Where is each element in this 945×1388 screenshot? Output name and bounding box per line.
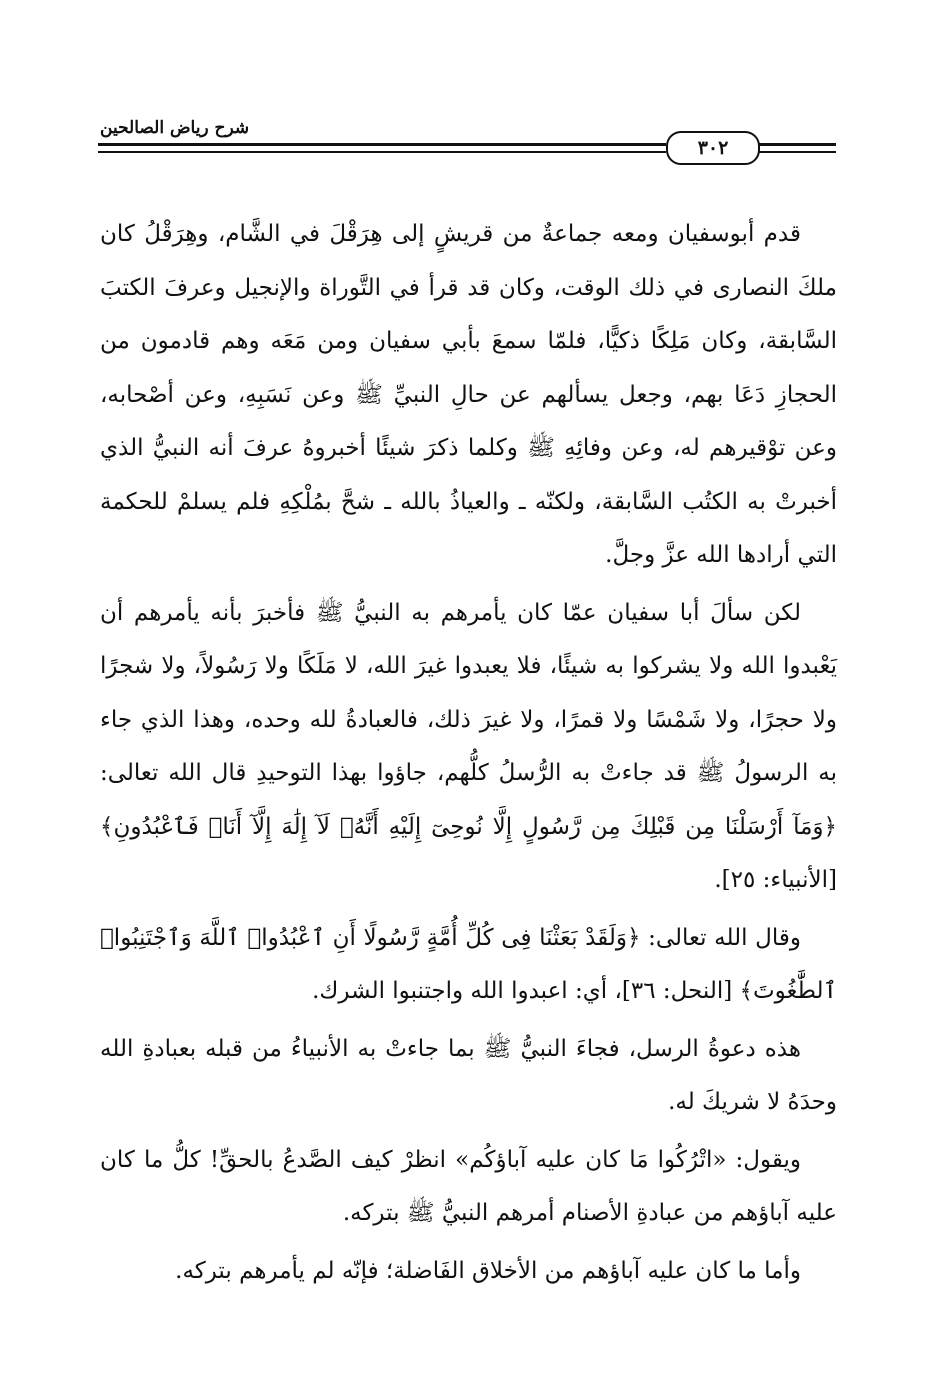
paragraph-tawhid [100, 587, 837, 908]
paragraph-heraclius [100, 208, 837, 583]
quran-verse-anbiya: ﴿وَمَآ أَرْسَلْنَا مِن قَبْلِكَ مِن رَّسُولٍ إِلَّا نُوحِىٓ إِلَيْهِ أَنَّهُۥ لَآ إِلَٰهَ إِلَّآ أَنَا۠ فَٱعْبُدُونِ﴾ [100, 813, 837, 840]
paragraph-text: هذه دعوةُ الرسل، فجاءَ النبيُّ ﷺ بما جاءتْ به الأنبياءُ من قبله بعبادةِ الله وحدَهُ لا شريكَ له. [100, 1035, 837, 1115]
main-text [100, 208, 837, 1302]
paragraph-text: ويقول: «اتْرُكُوا مَا كان عليه آباؤكُم» انظرْ كيف الصَّدعُ بالحقِّ! كلُّ ما كان عليه آباؤهم من عبادةِ الأصنام أمرهم النبيُّ ﷺ بتركه. [100, 1146, 837, 1226]
verse-citation: [النحل: ٣٦]، أي: اعبدوا الله واجتنبوا الشرك. [312, 978, 733, 1004]
paragraph-text: وأما ما كان عليه آباؤهم من الأخلاق الفَاضلة؛ فإنّه لم يأمرهم بتركه. [175, 1257, 801, 1284]
verse-citation: [الأنبياء: ٢٥]. [714, 867, 837, 893]
paragraph-good-manners [100, 1245, 837, 1299]
header-rule-left [98, 143, 666, 153]
paragraph-text: لكن سألَ أبا سفيان عمّا كان يأمرهم به النبيُّ ﷺ فأخبرَ بأنه يأمرهم أن يَعْبدوا الله ولا يشركوا به شيئًا، فلا يعبدوا غيرَ الله، لا مَلَكًا ولا رَسُولاً، ولا شجرًا ولا حجرًا، ولا شَمْسًا ولا قمرًا، ولا غيرَ ذلك، فالعبادةُ لله وحده، وهذا الذي جاء به الرسولُ ﷺ قد جاءتْ به الرُّسلُ كلُّهم، جاؤوا بهذا التوحيدِ قال الله تعالى: [100, 599, 837, 786]
header-rule-right [756, 143, 836, 153]
quran-verse-nahl: ﴿وَلَقَدْ بَعَثْنَا فِى كُلِّ أُمَّةٍ رَّسُولًا أَنِ ٱعْبُدُوا۟ ٱللَّهَ وَٱجْتَنِبُوا۟ ٱلطَّٰغُوتَ﴾ [100, 924, 837, 1004]
paragraph-nahl [100, 912, 837, 1019]
page-number-badge: ٣٠٢ [666, 131, 760, 165]
paragraph-abandon-idols [100, 1134, 837, 1241]
paragraph-text: وقال الله تعالى: [648, 924, 801, 951]
paragraph-dawah [100, 1023, 837, 1130]
paragraph-text: قدم أبوسفيان ومعه جماعةٌ من قريشٍ إلى هِرَقْلَ في الشَّام، وهِرَقْلُ كان ملكَ النصارى في ذلك الوقت، وكان قد قرأ في التَّوراة والإنجيل وعرفَ الكتبَ السَّابقة، وكان مَلِكًا ذكيًّا، فلمّا سمعَ بأبي سفيان ومن مَعَه وهم قادمون من الحجازِ دَعَا بهم، وجعل يسألهم عن حالِ النبيِّ ﷺ وعن نَسَبِهِ، وعن أصْحابه، وعن توْقيرهم له، وعن وفائِهِ ﷺ وكلما ذكرَ شيئًا أخبروهُ عرفَ أنه النبيُّ الذي أخبرتْ به الكتُب السَّابقة، ولكنّه ـ والعياذُ بالله ـ شحَّ بمُلْكِهِ فلم يسلمْ للحكمة التي أرادها الله عزَّ وجلَّ. [100, 221, 837, 568]
running-header-title: شرح رياض الصالحين [100, 118, 250, 138]
